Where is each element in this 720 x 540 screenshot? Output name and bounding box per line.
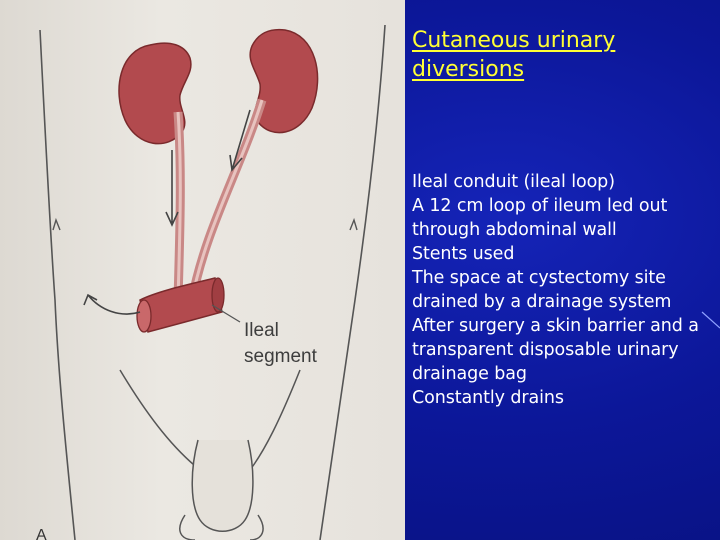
genitalia-outline [192, 440, 253, 531]
bullet-item: Stents used [412, 244, 515, 264]
groin-line-right [250, 370, 300, 470]
groin-line-left [120, 370, 200, 470]
arrow-marker-right [350, 220, 357, 230]
figure-label-ileal: Ileal [244, 320, 279, 341]
figure-corner-letter: A [36, 527, 47, 540]
decorative-stroke [700, 310, 720, 340]
bullet-item: Constantly drains [412, 388, 564, 408]
ileal-segment [140, 278, 222, 332]
stoma-end [137, 300, 151, 332]
bullet-item: After surgery a skin barrier and a transparent disposable urinary drainage bag [412, 316, 699, 384]
outflow-arrow [84, 295, 140, 314]
body-outline-left [40, 30, 75, 540]
bullet-item: A 12 cm loop of ileum led out through abdominal wall [412, 196, 668, 240]
body-outline-right [320, 25, 385, 540]
bullet-item: Ileal conduit (ileal loop) [412, 172, 615, 192]
closed-end [212, 278, 224, 312]
bullet-list [412, 170, 717, 410]
figure-label-segment: segment [244, 346, 317, 367]
slide-title: Cutaneous urinary diversions [412, 28, 616, 82]
bullet-item: The space at cystectomy site drained by a drainage system [412, 268, 672, 312]
arrow-marker-left [53, 220, 60, 230]
